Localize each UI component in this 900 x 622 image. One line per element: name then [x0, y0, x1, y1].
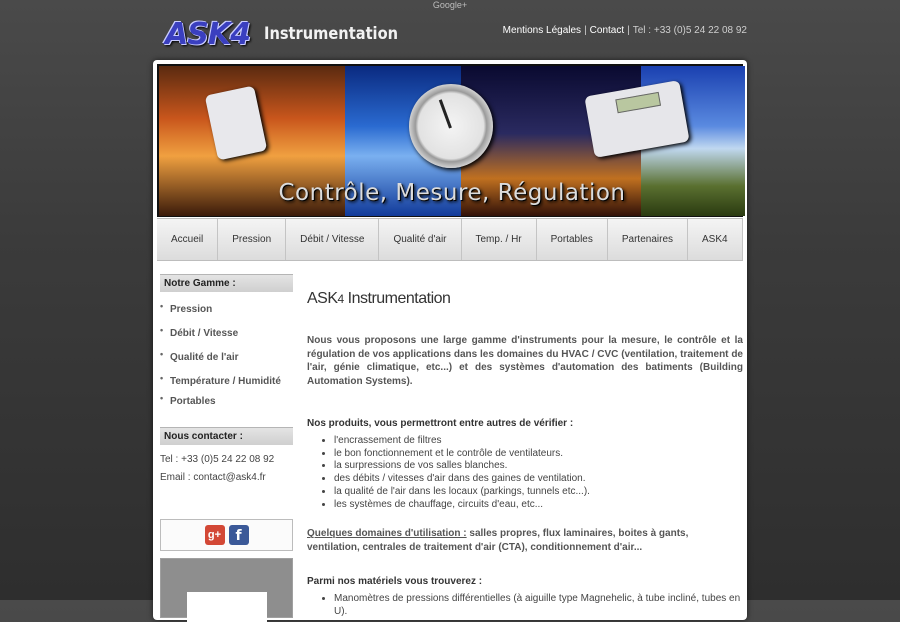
list-item: • le bon fonctionnement et le contrôle de ventilateurs. [334, 448, 743, 461]
title-part: ASK [307, 290, 338, 307]
device-screen [615, 92, 661, 113]
header-banner [157, 64, 743, 217]
main-content [307, 290, 743, 619]
nav-item-temp-hr[interactable]: Temp. / Hr [462, 219, 537, 260]
gamme-list [160, 301, 293, 407]
sidebar-item-label: Température / Humidité [170, 376, 281, 387]
sidebar-gamme-title: Notre Gamme : [160, 274, 293, 292]
nav-item-accueil[interactable]: Accueil [157, 219, 218, 260]
intro-paragraph: Nous vous proposons une large gamme d'instruments pour la mesure, le contrôle et la régulation de vos applications dans les domaines du HVAC / CVC (ventilation, traitement de l'air, génie climatique, etc...) et des systèmes d'automation des batiments (Building Automation Systems). [307, 335, 743, 387]
promo-image [187, 592, 267, 622]
materials-heading: Parmi nos matériels vous trouverez : [307, 576, 483, 588]
separator: | [584, 25, 587, 36]
nav-item-qualite-air[interactable]: Qualité d'air [379, 219, 461, 260]
sidebar-item-qualite-air[interactable] [160, 349, 293, 363]
list-item: • la qualité de l'air dans les locaux (parkings, tunnels etc...). [334, 486, 743, 499]
separator: | [627, 25, 630, 36]
sidebar-item-label: Débit / Vitesse [170, 328, 239, 339]
list-item: • la surpressions de vos salles blanches. [334, 460, 743, 473]
sidebar-item-label: Portables [170, 396, 216, 407]
sidebar-item-portables[interactable] [160, 393, 293, 407]
sidebar [160, 274, 293, 544]
contact-email[interactable]: Email : contact@ask4.fr [160, 472, 266, 483]
products-list [334, 435, 743, 511]
google-plus-icon[interactable]: g+ [205, 525, 225, 545]
bullet-icon: • [160, 325, 164, 335]
mentions-legales-link[interactable]: Mentions Légales [502, 25, 582, 36]
page-container [153, 60, 747, 620]
nav-item-partenaires[interactable]: Partenaires [608, 219, 688, 260]
header-links [503, 25, 747, 36]
contact-phone: Tel : +33 (0)5 24 22 08 92 [160, 454, 275, 465]
sidebar-item-label: Qualité de l'air [170, 352, 239, 363]
sidebar-contact-title: Nous contacter : [160, 427, 293, 445]
list-item: • Manomètres de pressions différentielles (à aiguille type Magnehelic, à tube incliné, tubes en U). [334, 593, 743, 618]
logo-text: Instrumentation [263, 24, 398, 44]
list-item: • les systèmes de chauffage, circuits d'eau, etc... [334, 499, 743, 512]
title-part: Instrumentation [343, 290, 451, 307]
nav-item-debit-vitesse[interactable]: Débit / Vitesse [286, 219, 379, 260]
google-plus-link[interactable]: Google+ [432, 0, 468, 10]
sidebar-item-debit-vitesse[interactable] [160, 325, 293, 339]
materials-list [334, 593, 743, 618]
nav-item-pression[interactable]: Pression [218, 219, 286, 260]
bullet-icon: • [160, 349, 164, 359]
social-links-box [160, 519, 293, 551]
gauge-needle [439, 99, 452, 128]
page-title [307, 290, 743, 308]
site-logo[interactable] [165, 16, 420, 52]
domains-label: Quelques domaines d'utilisation : [307, 528, 467, 540]
main-nav [157, 218, 743, 261]
header-phone: Tel : +33 (0)5 24 22 08 92 [632, 25, 747, 36]
bullet-icon: • [160, 301, 164, 311]
sidebar-item-label: Pression [170, 304, 213, 315]
nav-item-portables[interactable]: Portables [537, 219, 608, 260]
domains-paragraph [307, 527, 743, 554]
contact-link[interactable]: Contact [589, 25, 625, 36]
logo-mark: ASK4 [165, 16, 250, 52]
top-social-bar [0, 0, 900, 10]
domains-text: salles propres, flux laminaires, boites à gants, ventilation, centrales de traitement d'air (CTA), conditionnement d'air... [307, 528, 689, 553]
pressure-gauge-image [409, 84, 493, 168]
banner-slogan: Contrôle, Mesure, Régulation [278, 180, 626, 206]
title-part: 4 [337, 292, 344, 306]
promo-image-box[interactable] [160, 558, 293, 618]
products-heading: Nos produits, vous permettront entre autres de vérifier : [307, 418, 574, 429]
list-item: • l'encrassement de filtres [334, 435, 743, 448]
sidebar-item-temperature-humidite[interactable] [160, 373, 293, 387]
sidebar-item-pression[interactable] [160, 301, 293, 315]
bullet-icon: • [160, 393, 164, 403]
facebook-icon[interactable]: f [229, 525, 249, 545]
nav-item-ask4[interactable]: ASK4 [688, 219, 743, 260]
bullet-icon: • [160, 373, 164, 383]
list-item: • des débits / vitesses d'air dans des gaines de ventilation. [334, 473, 743, 486]
